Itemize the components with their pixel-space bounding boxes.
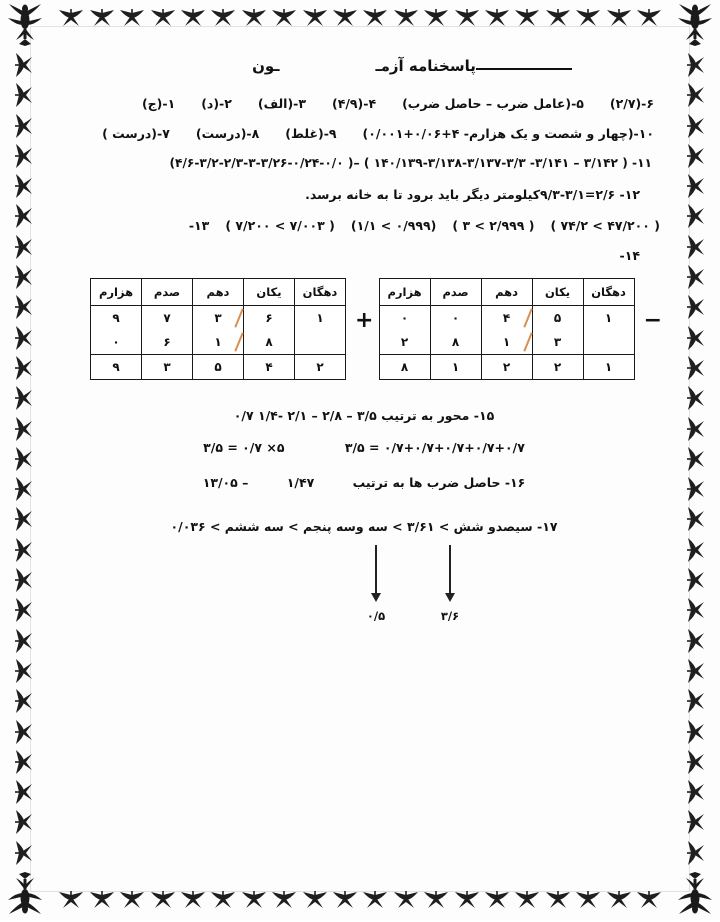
border-motif-icon (13, 537, 35, 563)
border-motif-icon (636, 889, 662, 911)
border-motif-icon (454, 7, 480, 29)
cell (583, 330, 634, 355)
border-motif-icon (685, 416, 707, 442)
cell (295, 330, 346, 355)
column-header: دهگان (295, 278, 346, 305)
border-motif-icon (13, 82, 35, 108)
answer-item: ۶-(۲/۷) (609, 96, 654, 111)
border-motif-icon (423, 889, 449, 911)
border-motif-icon (13, 385, 35, 411)
cell: ۶ (142, 330, 193, 355)
border-motif-icon (13, 506, 35, 532)
border-motif-icon (13, 264, 35, 290)
comparison-group: ( ۴۷/۲۰۰ > ۷۴/۲ ) (550, 218, 660, 234)
border-motif-icon (685, 779, 707, 805)
border-motif-icon (13, 416, 35, 442)
border-motif-icon (423, 7, 449, 29)
border-motif-icon (685, 688, 707, 714)
border-motif-icon (685, 719, 707, 745)
column-header: هزارم (91, 278, 142, 305)
addition-table (90, 278, 346, 380)
table-row (379, 305, 634, 330)
border-motif-icon (685, 113, 707, 139)
cell: ۲ (481, 354, 532, 379)
subtraction-operator: − (643, 307, 662, 333)
table-row (91, 330, 346, 355)
question-16-value-2: ۱۳/۰۵ (202, 475, 238, 491)
border-motif-icon (13, 294, 35, 320)
border-motif-icon (302, 889, 328, 911)
equation-multiplication: ۵× ۰/۷ = ۳/۵ (203, 439, 285, 455)
table-result-row (91, 354, 346, 379)
border-motif-icon (606, 7, 632, 29)
annotation-arrows (60, 545, 668, 631)
cell: ۸ (244, 330, 295, 355)
question-13-label: ۱۳- (188, 218, 210, 234)
border-motif-icon (606, 889, 632, 911)
question-15-text: ۱۵- محور به ترتیب ۳/۵ – ۲/۸ – ۲/۱ -۱/۴ ۰/۷ (233, 407, 495, 423)
border-motif-icon (13, 809, 35, 835)
place-value-tables (60, 278, 668, 390)
answer-item: ۸-(درست) (195, 125, 260, 141)
border-motif-icon (13, 355, 35, 381)
cell: ۲ (295, 354, 346, 379)
addition-operator: + (355, 307, 374, 333)
border-motif-icon (685, 809, 707, 835)
border-motif-icon (685, 325, 707, 351)
border-motif-icon (13, 113, 35, 139)
border-motif-icon (180, 7, 206, 29)
cell: ۴ (244, 354, 295, 379)
table-result-row (379, 354, 634, 379)
answers-line-2 (60, 122, 668, 146)
border-motif-icon (13, 446, 35, 472)
border-motif-icon (13, 628, 35, 654)
answer-question-17 (60, 515, 668, 539)
border-motif-icon (13, 749, 35, 775)
cell: ۵ (532, 305, 583, 330)
border-motif-icon (685, 143, 707, 169)
table-header-row (91, 278, 346, 305)
answer-question-16 (60, 471, 668, 495)
frame-edge-right (683, 52, 709, 866)
table-row (379, 330, 634, 355)
cell: ۱ (481, 330, 532, 355)
border-motif-icon (685, 203, 707, 229)
border-motif-icon (685, 234, 707, 260)
column-header: یکان (532, 278, 583, 305)
border-motif-icon (13, 203, 35, 229)
corner-ornament-icon (4, 870, 46, 922)
answer-item: ۵-(عامل ضرب – حاصل ضرب) (402, 96, 584, 111)
border-motif-icon (119, 889, 145, 911)
cell: ۷ (142, 305, 193, 330)
cell: ۳ (532, 330, 583, 355)
border-motif-icon (575, 889, 601, 911)
annotation-arrow-left (356, 545, 396, 623)
comparison-group: ( ۲/۹۹۹ > ۳ ) (452, 218, 535, 234)
column-header: دهم (193, 278, 244, 305)
border-motif-icon (13, 173, 35, 199)
border-motif-icon (241, 7, 267, 29)
border-motif-icon (685, 355, 707, 381)
column-header: صدم (142, 278, 193, 305)
border-motif-icon (685, 173, 707, 199)
border-motif-icon (685, 476, 707, 502)
border-motif-icon (514, 889, 540, 911)
border-motif-icon (685, 82, 707, 108)
corner-ornament-icon (674, 0, 716, 48)
corner-ornament-icon (674, 870, 716, 922)
border-motif-icon (89, 889, 115, 911)
border-motif-icon (685, 52, 707, 78)
border-motif-icon (484, 889, 510, 911)
answer-question-15 (60, 404, 668, 428)
question-16-value-1: ۱/۴۷ (286, 475, 315, 491)
border-motif-icon (13, 143, 35, 169)
border-motif-icon (636, 7, 662, 29)
answer-item: ۲-(د) (201, 96, 232, 111)
question-14-label: ۱۴- (619, 248, 640, 264)
equation-repeated-addition: ۰/۷+۰/۷+۰/۷+۰/۷+۰/۷ = ۳/۵ (344, 439, 525, 455)
frame-edge-bottom (58, 887, 662, 913)
answer-question-12: ۱۲- ۲/۶=۹/۳-۳/۱کیلومتر دیگر باید برود تا به خانه برسد. (305, 186, 640, 202)
cell: ۳ (193, 305, 244, 330)
cell: ۱ (430, 354, 481, 379)
subtraction-table (379, 278, 635, 380)
border-motif-icon (89, 7, 115, 29)
border-motif-icon (685, 628, 707, 654)
column-header: یکان (244, 278, 295, 305)
border-motif-icon (13, 52, 35, 78)
border-motif-icon (393, 889, 419, 911)
column-header: دهم (481, 278, 532, 305)
cell: ۲ (379, 330, 430, 355)
answer-item: ۴-(۴/۹) (332, 96, 377, 111)
question-16-label: ۱۶- حاصل ضرب ها به ترتیب (352, 475, 526, 491)
cell: ۴ (481, 305, 532, 330)
border-motif-icon (13, 840, 35, 866)
column-header: هزارم (379, 278, 430, 305)
cell: ۹ (91, 305, 142, 330)
column-header: دهگان (583, 278, 634, 305)
answer-item: ۱-(ج) (141, 96, 176, 111)
border-motif-icon (13, 688, 35, 714)
border-motif-icon (180, 889, 206, 911)
border-motif-icon (332, 7, 358, 29)
addition-group (90, 278, 373, 380)
border-motif-icon (685, 597, 707, 623)
border-motif-icon (362, 7, 388, 29)
border-motif-icon (685, 264, 707, 290)
border-motif-icon (150, 889, 176, 911)
corner-ornament-icon (4, 0, 46, 48)
cell: ۱ (583, 354, 634, 379)
arrow-head-icon (445, 593, 455, 602)
border-motif-icon (685, 506, 707, 532)
border-motif-icon (685, 446, 707, 472)
cell: ۰ (379, 305, 430, 330)
cell: ۹ (91, 354, 142, 379)
arrow-head-icon (371, 593, 381, 602)
border-motif-icon (58, 889, 84, 911)
cell: ۲ (532, 354, 583, 379)
page-title (60, 56, 668, 76)
table-row (91, 305, 346, 330)
border-motif-icon (13, 476, 35, 502)
cell: ۸ (379, 354, 430, 379)
answers-line-1 (60, 92, 668, 116)
question-16-dash: – (242, 475, 249, 491)
answer-sheet-content (60, 48, 668, 631)
border-motif-icon (685, 840, 707, 866)
border-motif-icon (13, 779, 35, 805)
answer-question-13 (60, 214, 668, 238)
border-motif-icon (119, 7, 145, 29)
cell: ۰ (91, 330, 142, 355)
arrow-stem (449, 545, 451, 593)
cell: ۱ (295, 305, 346, 330)
border-motif-icon (271, 889, 297, 911)
border-motif-icon (685, 294, 707, 320)
border-motif-icon (13, 567, 35, 593)
border-motif-icon (58, 7, 84, 29)
cell: ۱ (583, 305, 634, 330)
answer-item: ۱۰-(چهار و شصت و یک هزارم- ۴+۰/۰۶+۰/۰۰۱) (362, 125, 654, 141)
border-motif-icon (545, 7, 571, 29)
answer-question-11: ۱۱- ( ۳/۱۴۲ – ۳/۱۴۱- ۱۴۰/۱۳۹-۳/۱۳۸-۳/۱۳۷-۳/۳ ) –( ۴/۶-۳/۲-۲/۳-۳-۳/۲۶-۰/۲۴-۰/۰) (169, 155, 652, 170)
border-motif-icon (210, 889, 236, 911)
border-motif-icon (393, 7, 419, 29)
border-motif-icon (13, 597, 35, 623)
cell: ۵ (193, 354, 244, 379)
answer-item: ۷-(درست ) (102, 125, 170, 141)
subtraction-group (379, 278, 662, 380)
border-motif-icon (685, 749, 707, 775)
border-motif-icon (13, 234, 35, 260)
answer-item: ۳-(الف) (257, 96, 306, 111)
cell: ۳ (142, 354, 193, 379)
cell: ۶ (244, 305, 295, 330)
page-title-tail: ـون (252, 57, 280, 75)
border-motif-icon (685, 658, 707, 684)
border-motif-icon (332, 889, 358, 911)
border-motif-icon (685, 385, 707, 411)
border-motif-icon (302, 7, 328, 29)
page-title-main: پاسخنامه آزمـ (375, 57, 476, 75)
question-15-equations (60, 436, 668, 460)
border-motif-icon (13, 658, 35, 684)
border-motif-icon (241, 889, 267, 911)
arrow-label: ۳/۶ (440, 608, 460, 623)
comparison-group: ( ۷/۰۰۳ > ۷/۲۰۰ ) (225, 218, 335, 234)
border-motif-icon (271, 7, 297, 29)
border-motif-icon (514, 7, 540, 29)
cell: ۱ (193, 330, 244, 355)
cell: ۰ (430, 305, 481, 330)
border-motif-icon (362, 889, 388, 911)
comparison-group: (۰/۹۹۹ > ۱/۱) (350, 218, 437, 234)
cell: ۸ (430, 330, 481, 355)
border-motif-icon (150, 7, 176, 29)
frame-edge-left (11, 52, 37, 866)
question-17-text: ۱۷- سیصدو شش > ۳/۶۱ > سه وسه پنجم > سه ششم > ۰/۰۳۶ (170, 519, 558, 535)
border-motif-icon (685, 537, 707, 563)
arrow-label: ۰/۵ (366, 608, 386, 623)
arrow-stem (375, 545, 377, 593)
border-motif-icon (575, 7, 601, 29)
annotation-arrow-right (430, 545, 470, 623)
border-motif-icon (685, 567, 707, 593)
border-motif-icon (484, 7, 510, 29)
column-header: صدم (430, 278, 481, 305)
border-motif-icon (454, 889, 480, 911)
frame-edge-top (58, 5, 662, 31)
table-header-row (379, 278, 634, 305)
border-motif-icon (13, 325, 35, 351)
border-motif-icon (210, 7, 236, 29)
answer-item: ۹-(غلط) (285, 125, 337, 141)
border-motif-icon (13, 719, 35, 745)
border-motif-icon (545, 889, 571, 911)
